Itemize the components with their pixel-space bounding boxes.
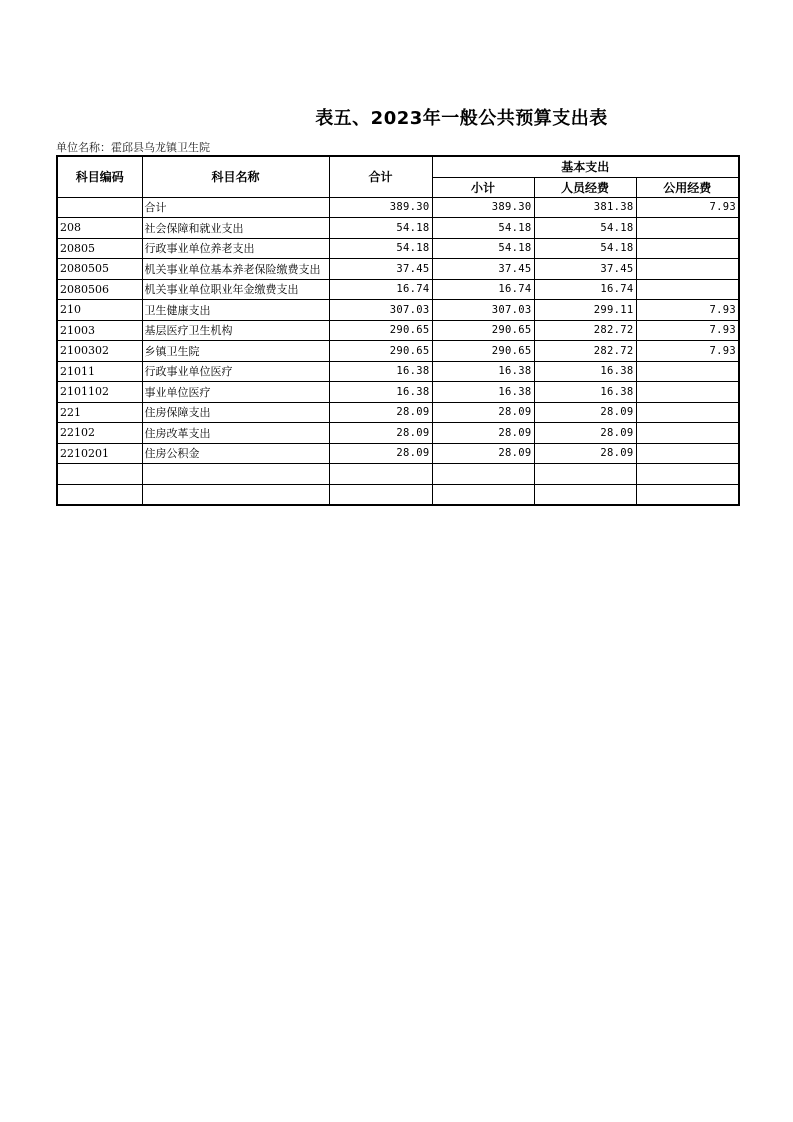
header-name: 科目名称	[142, 156, 329, 197]
cell-name: 住房保障支出	[142, 402, 329, 423]
cell-subtotal: 307.03	[432, 300, 534, 321]
cell-public	[636, 218, 739, 239]
cell-public: 7.93	[636, 300, 739, 321]
cell-name: 行政事业单位养老支出	[142, 238, 329, 259]
cell-personnel: 282.72	[534, 320, 636, 341]
table-row	[57, 218, 739, 239]
header-personnel: 人员经费	[534, 177, 636, 197]
cell-public	[636, 361, 739, 382]
cell-personnel: 54.18	[534, 218, 636, 239]
cell-personnel: 16.38	[534, 361, 636, 382]
cell-public	[636, 423, 739, 444]
cell-name: 住房公积金	[142, 443, 329, 464]
table-row	[57, 423, 739, 444]
cell-code: 210	[57, 300, 142, 321]
cell-name: 行政事业单位医疗	[142, 361, 329, 382]
table-body	[57, 197, 739, 505]
cell-total: 290.65	[329, 341, 432, 362]
cell-name: 事业单位医疗	[142, 382, 329, 403]
cell-code: 22102	[57, 423, 142, 444]
table-row	[57, 341, 739, 362]
cell-total: 16.38	[329, 382, 432, 403]
cell-personnel: 299.11	[534, 300, 636, 321]
cell-subtotal: 28.09	[432, 423, 534, 444]
cell-public	[636, 443, 739, 464]
cell-code: 208	[57, 218, 142, 239]
cell-total	[329, 464, 432, 485]
cell-total: 28.09	[329, 423, 432, 444]
table-row	[57, 484, 739, 505]
page-title: 表五、2023年一般公共预算支出表	[315, 108, 608, 129]
cell-subtotal: 54.18	[432, 238, 534, 259]
cell-public	[636, 259, 739, 280]
table-row	[57, 320, 739, 341]
cell-public: 7.93	[636, 197, 739, 218]
header-subtotal: 小计	[432, 177, 534, 197]
cell-total: 16.38	[329, 361, 432, 382]
cell-total: 28.09	[329, 443, 432, 464]
cell-total: 16.74	[329, 279, 432, 300]
cell-subtotal: 290.65	[432, 341, 534, 362]
cell-personnel: 28.09	[534, 423, 636, 444]
header-code: 科目编码	[57, 156, 142, 197]
cell-personnel: 16.38	[534, 382, 636, 403]
cell-public	[636, 382, 739, 403]
cell-name: 乡镇卫生院	[142, 341, 329, 362]
cell-public	[636, 402, 739, 423]
cell-subtotal	[432, 484, 534, 505]
cell-code: 2101102	[57, 382, 142, 403]
table-row	[57, 300, 739, 321]
cell-name	[142, 464, 329, 485]
cell-code: 2080506	[57, 279, 142, 300]
cell-total	[329, 484, 432, 505]
cell-name: 机关事业单位基本养老保险缴费支出	[142, 259, 329, 280]
cell-subtotal: 28.09	[432, 443, 534, 464]
cell-code: 2100302	[57, 341, 142, 362]
cell-subtotal: 16.38	[432, 382, 534, 403]
cell-total: 37.45	[329, 259, 432, 280]
cell-total: 54.18	[329, 218, 432, 239]
cell-total: 28.09	[329, 402, 432, 423]
table-row	[57, 238, 739, 259]
cell-name: 住房改革支出	[142, 423, 329, 444]
cell-personnel	[534, 464, 636, 485]
cell-personnel: 54.18	[534, 238, 636, 259]
cell-subtotal	[432, 464, 534, 485]
cell-public	[636, 238, 739, 259]
cell-code	[57, 464, 142, 485]
table-row	[57, 402, 739, 423]
header-public: 公用经费	[636, 177, 739, 197]
cell-personnel: 282.72	[534, 341, 636, 362]
cell-name	[142, 484, 329, 505]
cell-personnel: 28.09	[534, 402, 636, 423]
cell-code	[57, 197, 142, 218]
table-row	[57, 197, 739, 218]
cell-name: 合计	[142, 197, 329, 218]
cell-name: 卫生健康支出	[142, 300, 329, 321]
cell-public: 7.93	[636, 341, 739, 362]
cell-name: 机关事业单位职业年金缴费支出	[142, 279, 329, 300]
table-row	[57, 382, 739, 403]
table-row	[57, 443, 739, 464]
cell-subtotal: 37.45	[432, 259, 534, 280]
table-row	[57, 464, 739, 485]
cell-public	[636, 279, 739, 300]
cell-total: 54.18	[329, 238, 432, 259]
cell-code: 221	[57, 402, 142, 423]
cell-personnel	[534, 484, 636, 505]
cell-code: 20805	[57, 238, 142, 259]
cell-code: 2080505	[57, 259, 142, 280]
table-row	[57, 361, 739, 382]
cell-name: 基层医疗卫生机构	[142, 320, 329, 341]
cell-code: 21011	[57, 361, 142, 382]
cell-personnel: 16.74	[534, 279, 636, 300]
cell-personnel: 37.45	[534, 259, 636, 280]
cell-personnel: 28.09	[534, 443, 636, 464]
cell-subtotal: 290.65	[432, 320, 534, 341]
cell-public: 7.93	[636, 320, 739, 341]
cell-subtotal: 16.74	[432, 279, 534, 300]
cell-code: 2210201	[57, 443, 142, 464]
cell-subtotal: 54.18	[432, 218, 534, 239]
cell-code: 21003	[57, 320, 142, 341]
cell-code	[57, 484, 142, 505]
table-row	[57, 279, 739, 300]
budget-table	[56, 155, 740, 506]
cell-subtotal: 389.30	[432, 197, 534, 218]
cell-personnel: 381.38	[534, 197, 636, 218]
cell-total: 290.65	[329, 320, 432, 341]
cell-total: 389.30	[329, 197, 432, 218]
header-basic-group: 基本支出	[432, 156, 739, 177]
header-total: 合计	[329, 156, 432, 197]
cell-public	[636, 464, 739, 485]
cell-public	[636, 484, 739, 505]
unit-name-label: 单位名称：霍邱县乌龙镇卫生院	[56, 141, 210, 154]
table-row	[57, 259, 739, 280]
cell-subtotal: 16.38	[432, 361, 534, 382]
cell-subtotal: 28.09	[432, 402, 534, 423]
cell-name: 社会保障和就业支出	[142, 218, 329, 239]
cell-total: 307.03	[329, 300, 432, 321]
